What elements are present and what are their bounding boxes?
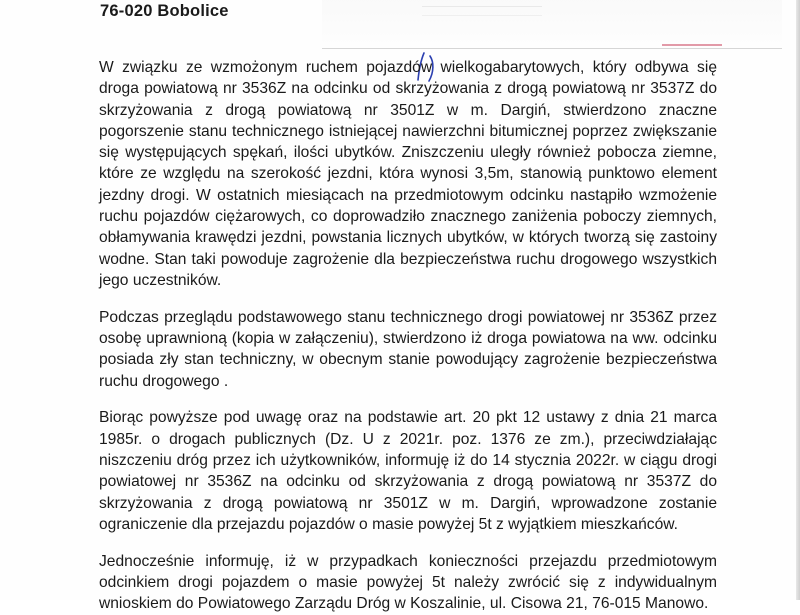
faint-stamp-text xyxy=(422,6,542,16)
paragraph-road-damage: W związku ze wzmożonym ruchem pojazdów wielkogabarytowych, który odbywa się droga powiatową nr 3536Z na odcinku od skrzyżowania z drogą powiatową nr 3537Z do skrzyżowania z drogą powiatową nr 3501Z w m. Dargiń, stwierdzono znaczne pogorszenie stanu technicznego istniejącej nawierzchni bitumicznej poprzez zwiększanie się występujących spękań, ilości ubytków. Zniszczeniu uległy również pobocza ziemne, które ze względu na szerokość jezdni, która wynosi 3,5m, stanowią punktowo element jezdny drogi. W ostatnich miesiącach na przedmiotowym odcinku nastąpiło wzmożenie ruchu pojazdów ciężarowych, co doprowadziło znacznego zaniżenia poboczy ziemnych, obłamywania krawędzi jezdni, powstania licznych ubytków, w których tworzą się zastoiny wodne. Stan taki powoduje zagrożenie dla bezpieczeństwa ruchu drogowego wszystkich jego uczestników. xyxy=(99,59,717,289)
recipient-address-line: 76-020 Bobolice xyxy=(100,2,229,20)
stamp-mark xyxy=(662,44,722,46)
page-edge-shadow xyxy=(796,0,800,600)
stamp-bleed-through xyxy=(322,0,782,49)
paragraph-permit-request: Jednocześnie informuję, iż w przypadkach konieczności przejazdu przedmiotowym odcinkiem drogi pojazdem o masie powyżej 5t należy zwrócić się z indywidualnym wnioskiem do Powiatowego Zarządu Dróg w Koszalinie, ul. Cisowa 21, 76-015 Manowo. xyxy=(99,552,717,613)
paragraph-inspection: Podczas przeglądu podstawowego stanu technicznego drogi powiatowej nr 3536Z przez osobę uprawnioną (kopia w załączeniu), stwierdzono iż droga powiatowa na ww. odcinku posiada zły stan techniczny, w obecnym stanie powodujący zagrożenie bezpieczeństwa ruchu drogowego . xyxy=(99,308,717,390)
letter-body xyxy=(99,57,717,615)
paragraph-restriction: Biorąc powyższe pod uwagę oraz na podstawie art. 20 pkt 12 ustawy z dnia 21 marca 1985r. o drogach publicznych (Dz. U z 2021r. poz. 1376 ze zm.), przeciwdziałając niszczeniu dróg przez ich użytkowników, informuję iż do 14 stycznia 2022r. w ciągu drogi powiatowej nr 3536Z na odcinku od skrzyżowania z drogą powiatową nr 3537Z do skrzyżowania z drogą powiatową nr 3501Z w m. Dargiń, wprowadzone zostanie ograniczenie dla przejazdu pojazdów o masie powyżej 5t z wyjątkiem mieszkańców. xyxy=(99,409,717,533)
